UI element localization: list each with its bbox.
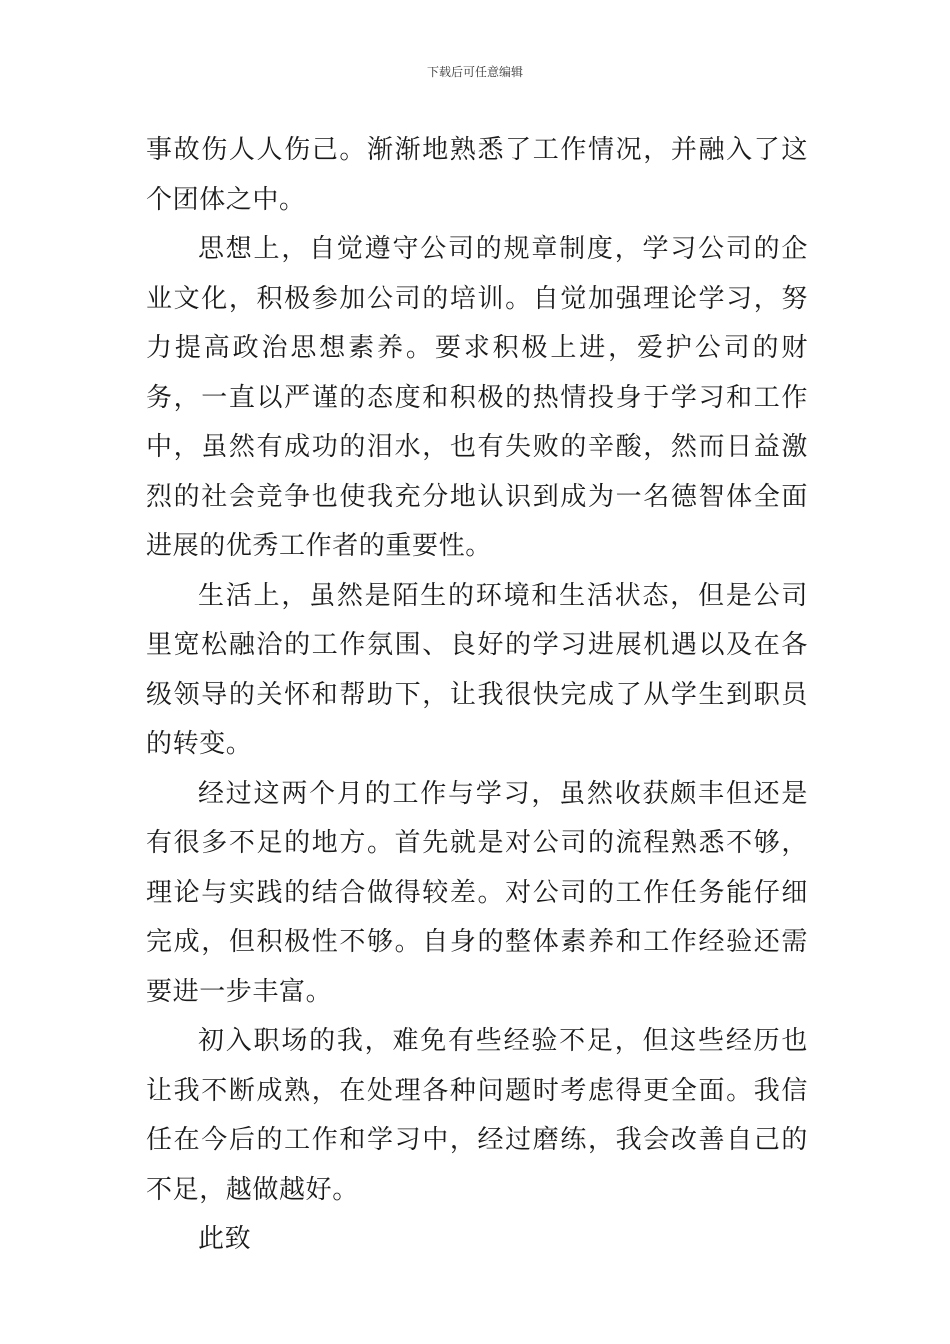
closing-salutation: 此致 bbox=[198, 1224, 252, 1254]
paragraph-thought: 思想上，自觉遵守公司的规章制度，学习公司的企业文化，积极参加公司的培训。自觉加强理论学习，努力提高政治思想素养。要求积极上进，爱护公司的财务，一直以严谨的态度和积极的热情投身于学习和工作中，虽然有成功的泪水，也有失败的辛酸，然而日益激烈的社会竞争也使我充分地认识到成为一名德智体全面进展的优秀工作者的重要性。 bbox=[146, 234, 808, 561]
paragraph-life: 生活上，虽然是陌生的环境和生活状态，但是公司里宽松融洽的工作氛围、良好的学习进展机遇以及在各级领导的关怀和帮助下，让我很快完成了从学生到职员的转变。 bbox=[146, 580, 808, 759]
paragraph-shortcomings: 经过这两个月的工作与学习，虽然收获颇丰但还是有很多不足的地方。首先就是对公司的流程熟悉不够，理论与实践的结合做得较差。对公司的工作任务能仔细完成，但积极性不够。自身的整体素养和工作经验还需要进一步丰富。 bbox=[146, 778, 808, 1007]
page-header-note: 下载后可任意编辑 bbox=[426, 65, 523, 79]
document-body bbox=[146, 126, 808, 1265]
paragraph-outlook: 初入职场的我，难免有些经验不足，但这些经历也让我不断成熟，在处理各种问题时考虑得更全面。我信任在今后的工作和学习中，经过磨练，我会改善自己的不足，越做越好。 bbox=[146, 1026, 808, 1205]
paragraph-continuation: 事故伤人人伤己。渐渐地熟悉了工作情况，并融入了这个团体之中。 bbox=[146, 135, 808, 215]
